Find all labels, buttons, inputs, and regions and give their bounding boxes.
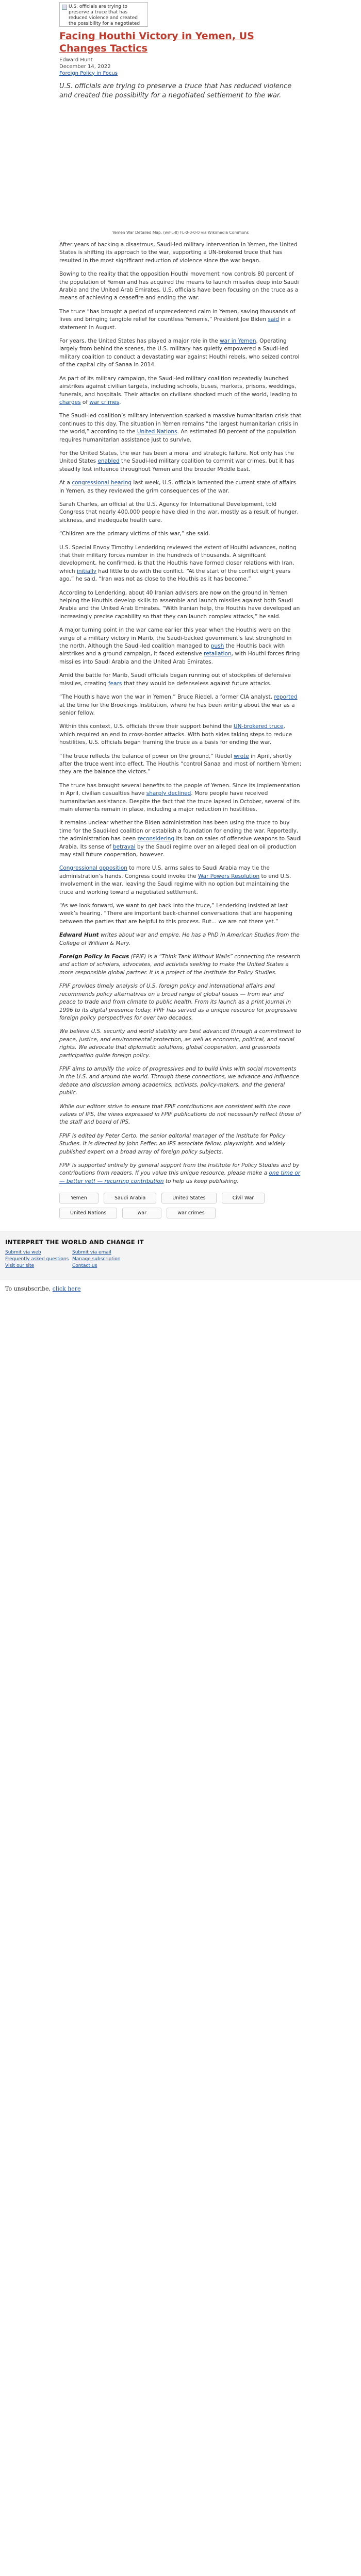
text-run: The truce has brought several benefits to the people of Yemen. Since its implementation in April, civilian casualties have: [59, 782, 300, 797]
text-run: U.S. Special Envoy Timothy Lenderking reviewed the extent of Houthi advances, noting that their military forces number in the hundreds of thousands. A significant development, he confirmed, is that the Houthis have formed closer relations with Iran, which: [59, 544, 297, 574]
tag-button[interactable]: Yemen: [59, 1193, 99, 1204]
text-run: For years, the United States has played a major role in the: [59, 338, 220, 345]
text-run: FPIF is supported entirely by general support from the Institute for Policy Studies and by contributions from readers. If you value this unique resource, please make a: [59, 1162, 300, 1177]
text-run: “The Houthis have won the war in Yemen,” Bruce Riedel, a former CIA analyst,: [59, 694, 274, 701]
text-run: to more U.S. arms sales to Saudi Arabia may tie the administration’s hands. Congress could invoke the: [59, 865, 270, 879]
text-run: the Saudi-led military coalition to commit war crimes, but it has steadily lost influence throughout Yemen and the broader Middle East.: [59, 458, 294, 472]
broken-image-icon: [62, 5, 67, 10]
text-run: its ban on sales of offensive weapons to Saudi Arabia. Its sense of: [59, 836, 302, 850]
bio-paragraph: [59, 931, 302, 947]
text-run: in April, shortly after the truce went into effect. The Houthis “control Sanaa and most of northern Yemen; they are the balance the victors.”: [59, 753, 302, 775]
text-run: at the time for the Brookings Institution, where he has been writing about the war as a senior fellow.: [59, 702, 295, 716]
inline-link[interactable]: reconsidering: [137, 836, 175, 842]
footer: [0, 1231, 361, 1280]
tag-list: [59, 1193, 302, 1218]
text-run: Within this context, U.S. officials threw their support behind the: [59, 723, 234, 730]
article-title: [59, 30, 302, 55]
header-image-area: [59, 0, 302, 26]
inline-link[interactable]: reported: [274, 694, 298, 701]
text-run: As part of its military campaign, the Saudi-led military coalition repeatedly launched airstrikes against civilian targets, including schools, buses, markets, prisons, weddings, funerals, and hospitals. Their attacks on civilians shocked much of the world, leading to: [59, 375, 298, 398]
text-run: .: [119, 399, 121, 405]
footer-link[interactable]: Manage subscription: [72, 1257, 121, 1262]
text-run: At a: [59, 480, 72, 486]
image-caption: Yemen War Detailed Map. (w/FL-II) FL-0-0-0-0 via Wikimedia Commons: [112, 230, 249, 235]
article-paragraph: [59, 501, 302, 524]
tag-button[interactable]: Civil War: [222, 1193, 265, 1204]
text-run: After years of backing a disastrous, Saudi-led military intervention in Yemen, the United States is shifting its approach to the war, supporting a UN-brokered truce that has resulted in the most significant reduction of violence since the war began.: [59, 242, 298, 264]
inline-link[interactable]: fears: [108, 680, 122, 687]
text-run: of: [80, 399, 90, 405]
article-paragraph: [59, 308, 302, 332]
inline-link[interactable]: UN-brokered truce: [233, 723, 284, 730]
text-run: , with Houthi forces firing missiles into Saudi Arabia and the United Arab Emirates.: [59, 651, 300, 665]
bio-paragraph: [59, 1132, 302, 1156]
inline-link[interactable]: charges: [59, 399, 81, 405]
article-paragraph: [59, 672, 302, 688]
article-paragraph: [59, 626, 302, 666]
bio-paragraph: [59, 1065, 302, 1097]
text-run: “As we look forward, we want to get back into the truce,” Lenderking insisted at last week’s hearing. “There are important back-channel conversations that are happening between the parties that are helpful to this process. But… we are not there yet.”: [59, 903, 292, 925]
bio-paragraph: [59, 982, 302, 1022]
text-run: We believe U.S. security and world stability are best advanced through a commitment to peace, justice, and environmental protection, as well as economic, political, and social rights. We advocate that diplomatic solutions, global cooperation, and grassroots participation guide foreign policy.: [59, 1028, 301, 1059]
article-paragraph: [59, 530, 302, 538]
bio-paragraph: [59, 1103, 302, 1127]
inline-link[interactable]: War Powers Resolution: [198, 873, 260, 879]
article-paragraph: [59, 337, 302, 369]
unsubscribe-link[interactable]: click here: [52, 1285, 81, 1293]
article-paragraph: [59, 412, 302, 444]
inline-link[interactable]: congressional hearing: [72, 480, 132, 486]
footer-link[interactable]: Visit our site: [5, 1263, 35, 1269]
article-paragraph: [59, 782, 302, 814]
inline-link[interactable]: war crimes: [89, 399, 120, 405]
text-run: , which required an end to cross-border attacks. With both sides taking steps to reduce hostilities, U.S. officials began framing the truce as a basis for ending the war.: [59, 723, 292, 746]
footer-links: [5, 1250, 356, 1269]
article-paragraph: [59, 753, 302, 776]
text-run: For the United States, the war has been a moral and strategic failure. Not only has the United States: [59, 450, 294, 465]
unsubscribe-prefix: To unsubscribe,: [5, 1285, 53, 1293]
text-run: FPIF provides timely analysis of U.S. foreign policy and international affairs and recommends policy alternatives on a broad range of global issues — from war and peace to trade and from climate to public health. From its launch as a print journal in 1996 to its digital presence today, FPIF has served as a unique resource for progressive foreign policy perspectives for over two decades.: [59, 983, 298, 1021]
article-paragraph: [59, 241, 302, 265]
bio-paragraph: [59, 1028, 302, 1060]
tag-button[interactable]: war: [122, 1208, 161, 1218]
text-run: A major turning point in the war came earlier this year when the Houthis were on the verge of a military victory in Marib, the Saudi-backed government’s last stronghold in the north. Although the Saudi-led coalition managed to: [59, 627, 292, 650]
text-run: Sarah Charles, an official at the U.S. Agency for International Development, told Congress that nearly 400,000 people have died in the war, mostly as a result of hunger, sickness, and inadequate health care.: [59, 501, 299, 523]
article-paragraph: [59, 450, 302, 473]
article-paragraph: [59, 693, 302, 717]
text-run: to end U.S. involvement in the war, leaving the Saudi regime with no option but maintaining the truce and working toward a negotiated settlement.: [59, 873, 291, 895]
text-run: The Saudi-led coalition’s military intervention sparked a massive humanitarian crisis that continues to this day. The situation in Yemen remains “the largest humanitarian crisis in the world,” according to the: [59, 413, 302, 435]
footer-link[interactable]: Submit via email: [72, 1250, 111, 1256]
text-run: the Houthis back with airstrikes and a ground campaign, it faced extensive: [59, 643, 285, 657]
article-paragraph: [59, 544, 302, 584]
footer-link[interactable]: Contact us: [72, 1263, 97, 1269]
text-run: in a statement in August.: [59, 316, 291, 331]
source-link[interactable]: Foreign Policy in Focus: [59, 71, 118, 76]
text-run: “The truce reflects the balance of power on the ground,” Riedel: [59, 753, 234, 759]
text-run: While our editors strive to ensure that FPIF contributions are consistent with the core values of IPS, the views expressed in FPIF publications do not necessarily reflect those of the staff and board of IPS.: [59, 1103, 301, 1126]
text-run: According to Lenderking, about 40 Iranian advisers are now on the ground in Yemen helping the Houthis develop skills to assemble and launch missiles against both Saudi Arabia and the United Arab Emirates. “With Iranian help, the Houthis have developed an increasingly precise capability so that they can launch complex attacks,” he said.: [59, 589, 300, 620]
text-run: It remains unclear whether the Biden administration has been using the truce to buy time for the Saudi-led coalition or establish a foundation for ending the war. Reportedly, the administration has been: [59, 820, 299, 842]
text-run: (FPIF) is a “Think Tank Without Walls” connecting the research and action of scholars, advocates, and activists seeking to make the United States a more responsible global partner. It is a project of the Institute for Policy Studies.: [59, 954, 301, 976]
text-run: . Operating largely from behind the scenes, the U.S. military has quietly empowered a Saudi-led military coalition to conduct a devastating war against Houthi rebels, who seized control of the capital city of Sanaa in 2014.: [59, 338, 300, 368]
header-image-alt: U.S. officials are trying to preserve a truce that has reduced violence and created the possibility for a negotiated: [69, 4, 140, 26]
inline-link[interactable]: said: [268, 316, 279, 323]
unsubscribe-line: [5, 1285, 356, 1292]
byline: [59, 57, 302, 77]
article-paragraph: [59, 723, 302, 747]
footer-inner: [5, 1239, 356, 1269]
inline-link[interactable]: Congressional opposition: [59, 865, 127, 872]
article-paragraph: [59, 589, 302, 621]
header-image: [59, 2, 148, 27]
inline-link[interactable]: enabled: [97, 458, 120, 465]
text-run: had little to do with the conflict. “At the start of the conflict eight years ago,” he said, “Iran was not as close to the Houthis as it has become.”: [59, 568, 291, 583]
inline-link[interactable]: initially: [76, 568, 96, 574]
footer-heading: INTERPRET THE WORLD AND CHANGE IT: [5, 1239, 144, 1246]
text-run: The truce “has brought a period of unprecedented calm in Yemen, saving thousands of lives and bringing tangible relief for countless Yemenis,” President Joe Biden: [59, 308, 296, 323]
inline-link[interactable]: one time or — better yet! — recurring contribution: [59, 1170, 301, 1184]
article-paragraph: [59, 819, 302, 859]
hero-image: [59, 106, 302, 229]
text-run: “Children are the primary victims of this war,” she said.: [59, 531, 210, 537]
text-run: . More people have received humanitarian assistance. Despite the fact that the truce lapsed in October, several of its main elements remain in place, including a major reduction in hostilities.: [59, 790, 300, 812]
article-paragraph: [59, 375, 302, 407]
article-title-link[interactable]: Facing Houthi Victory in Yemen, US Changes Tactics: [59, 30, 254, 54]
tag-button[interactable]: war crimes: [167, 1208, 215, 1218]
article-paragraph: [59, 865, 302, 896]
tag-button[interactable]: United States: [161, 1193, 216, 1204]
text-run: Bowing to the reality that the opposition Houthi movement now controls 80 percent of the population of Yemen and has acquired the means to launch missiles deep into Saudi Arabia and the United Arab Emirates, U.S. officials have been focusing on the truce as a means of achieving a ceasefire and ending the war.: [59, 271, 299, 301]
text-run: FPIF is edited by Peter Certo, the senior editorial manager of the Institute for Policy Studies. It is directed by John Feffer, an IPS associate fellow, playwright, and widely published expert on a broad array of foreign policy subjects.: [59, 1132, 286, 1155]
footer-link[interactable]: Frequently asked questions: [5, 1257, 69, 1262]
author: Edward Hunt: [59, 57, 93, 63]
text-run: FPIF aims to amplify the voice of progressives and to build links with social movements in the U.S. and around the world. Through these connections, we advance and influence debate and discussion among academics, activists, policy-makers, and the general public.: [59, 1065, 300, 1096]
inline-link[interactable]: United Nations: [137, 429, 177, 435]
inline-link[interactable]: push: [210, 643, 224, 650]
footer-link[interactable]: Submit via web: [5, 1250, 41, 1256]
inline-link[interactable]: sharply declined: [146, 790, 191, 797]
text-run: by the Saudi regime over an alleged deal on oil production may stall future cooperation, however.: [59, 843, 297, 858]
inline-link[interactable]: wrote: [234, 753, 249, 759]
bio-paragraph: [59, 1162, 302, 1185]
article-container: [59, 0, 302, 1218]
bold-text: Foreign Policy in Focus: [59, 954, 129, 960]
article-paragraph: [59, 902, 302, 926]
text-run: that they would be defenseless against future attacks.: [122, 680, 272, 687]
bold-text: Edward Hunt: [59, 932, 99, 939]
inline-link[interactable]: retaliation: [204, 651, 232, 657]
bio-paragraph: [59, 953, 302, 977]
text-run: to help us keep publishing.: [163, 1178, 239, 1184]
article-body: [59, 241, 302, 1185]
text-run: writes about war and empire. He has a PhD in American Studies from the College of William & Mary.: [59, 932, 300, 946]
tag-button[interactable]: United Nations: [59, 1208, 117, 1218]
date: December 14, 2022: [59, 64, 111, 70]
text-run: . An estimated 80 percent of the population requires humanitarian assistance just to survive.: [59, 429, 296, 443]
inline-link[interactable]: war in Yemen: [220, 338, 256, 345]
tag-button[interactable]: Saudi Arabia: [104, 1193, 156, 1204]
article-paragraph: [59, 270, 302, 302]
text-run: last week, U.S. officials lamented the current state of affairs in Yemen, as they reviewed the grim consequences of the war.: [59, 480, 296, 494]
text-run: Amid the battle for Marib, Saudi officials began running out of stockpiles of defensive missiles, creating: [59, 672, 291, 687]
article-dek: U.S. officials are trying to preserve a truce that has reduced violence and created the possibility for a negotiated settlement to the war.: [59, 82, 292, 99]
article-paragraph: [59, 479, 302, 495]
inline-link[interactable]: betrayal: [112, 843, 136, 850]
